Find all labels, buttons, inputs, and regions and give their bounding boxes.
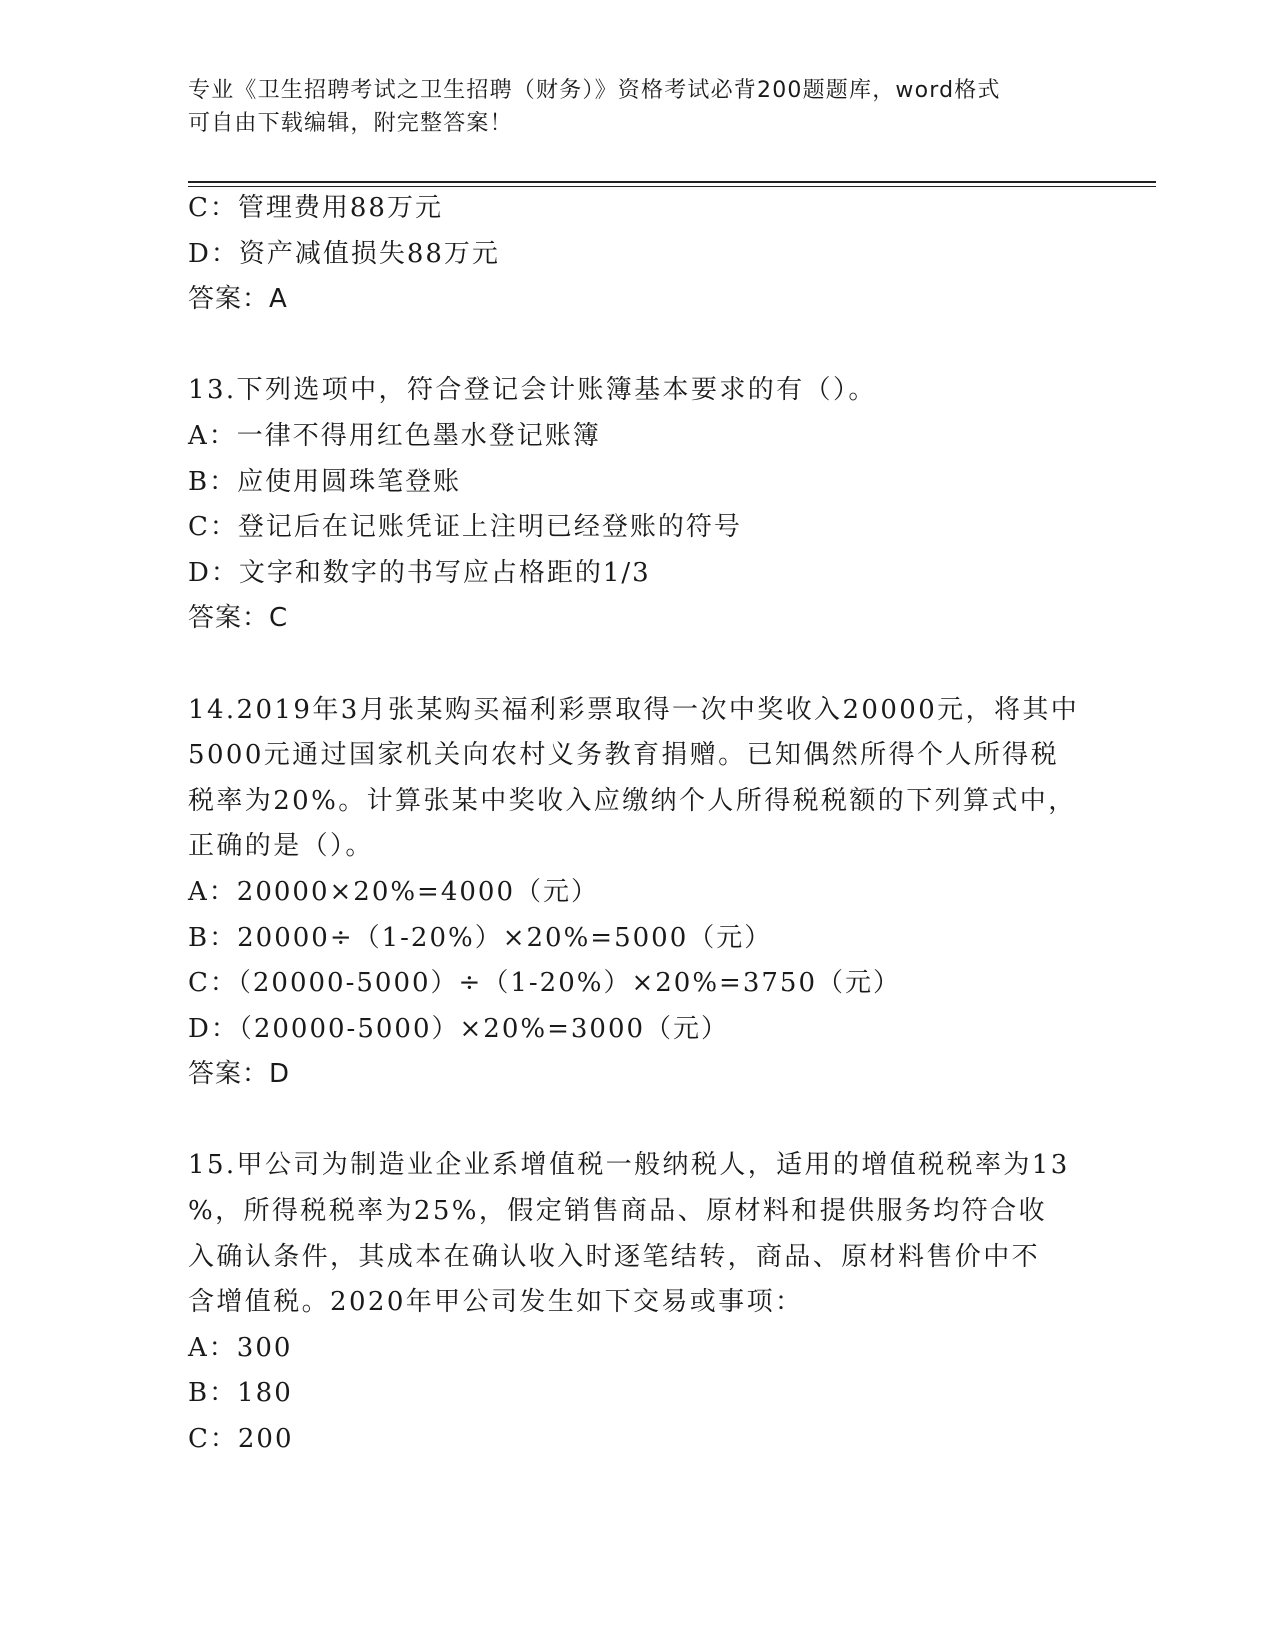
option-c: C：（20000-5000）÷（1-20%）×20%=3750（元） [188,968,901,999]
option-a: A：20000×20%=4000（元） [188,876,600,907]
question-stem-line: 14.2019年3月张某购买福利彩票取得一次中奖收入20000元，将其中 [188,694,1080,725]
option-a: A：一律不得用红色墨水登记账簿 [188,420,601,451]
question-14 [188,688,1088,1098]
option-d: D：（20000-5000）×20%=3000（元） [188,1013,730,1044]
answer-line: 答案：A [188,284,288,315]
option-a: A：300 [188,1332,293,1363]
option-b: B：180 [188,1378,293,1409]
option-d: D：文字和数字的书写应占格距的1/3 [188,557,651,588]
question-stem-line: 正确的是（）。 [188,831,374,862]
spacer [188,323,1088,369]
header-line-2: 可自由下载编辑，附完整答案！ [188,111,513,136]
spacer [188,642,1088,688]
option-d: D：资产减值损失88万元 [188,238,500,269]
header-line-1: 专业《卫生招聘考试之卫生招聘（财务）》资格考试必背200题题库，word格式 [188,78,1001,103]
answer-line: 答案：C [188,603,289,634]
question-stem-line: 含增值税。2020年甲公司发生如下交易或事项： [188,1287,804,1318]
question-stem-line: 15.甲公司为制造业企业系增值税一般纳税人，适用的增值税税率为13 [188,1150,1070,1181]
question-stem-line: %，所得税税率为25%，假定销售商品、原材料和提供服务均符合收 [188,1196,1047,1227]
option-c: C：200 [188,1424,294,1455]
question-stem-line: 入确认条件，其成本在确认收入时逐笔结转，商品、原材料售价中不 [188,1241,1041,1272]
question-13 [188,368,1088,642]
question-stem-line: 税率为20%。计算张某中奖收入应缴纳个人所得税税额的下列算式中， [188,785,1077,816]
option-c: C：管理费用88万元 [188,193,443,223]
question-stem: 13.下列选项中，符合登记会计账簿基本要求的有（）。 [188,375,877,406]
document-body [188,186,1088,1463]
option-b: B：20000÷（1-20%）×20%=5000（元） [188,922,773,953]
option-c: C：登记后在记账凭证上注明已经登账的符号 [188,512,742,543]
answer-line: 答案：D [188,1059,291,1090]
question-stem-line: 5000元通过国家机关向农村义务教育捐赠。已知偶然所得个人所得税 [188,740,1059,771]
header-rule-thick [188,181,1156,183]
question-15 [188,1143,1088,1462]
option-b: B：应使用圆珠笔登账 [188,466,462,497]
question-12-tail [188,186,1088,323]
spacer [188,1098,1088,1144]
page-header [188,74,1088,140]
